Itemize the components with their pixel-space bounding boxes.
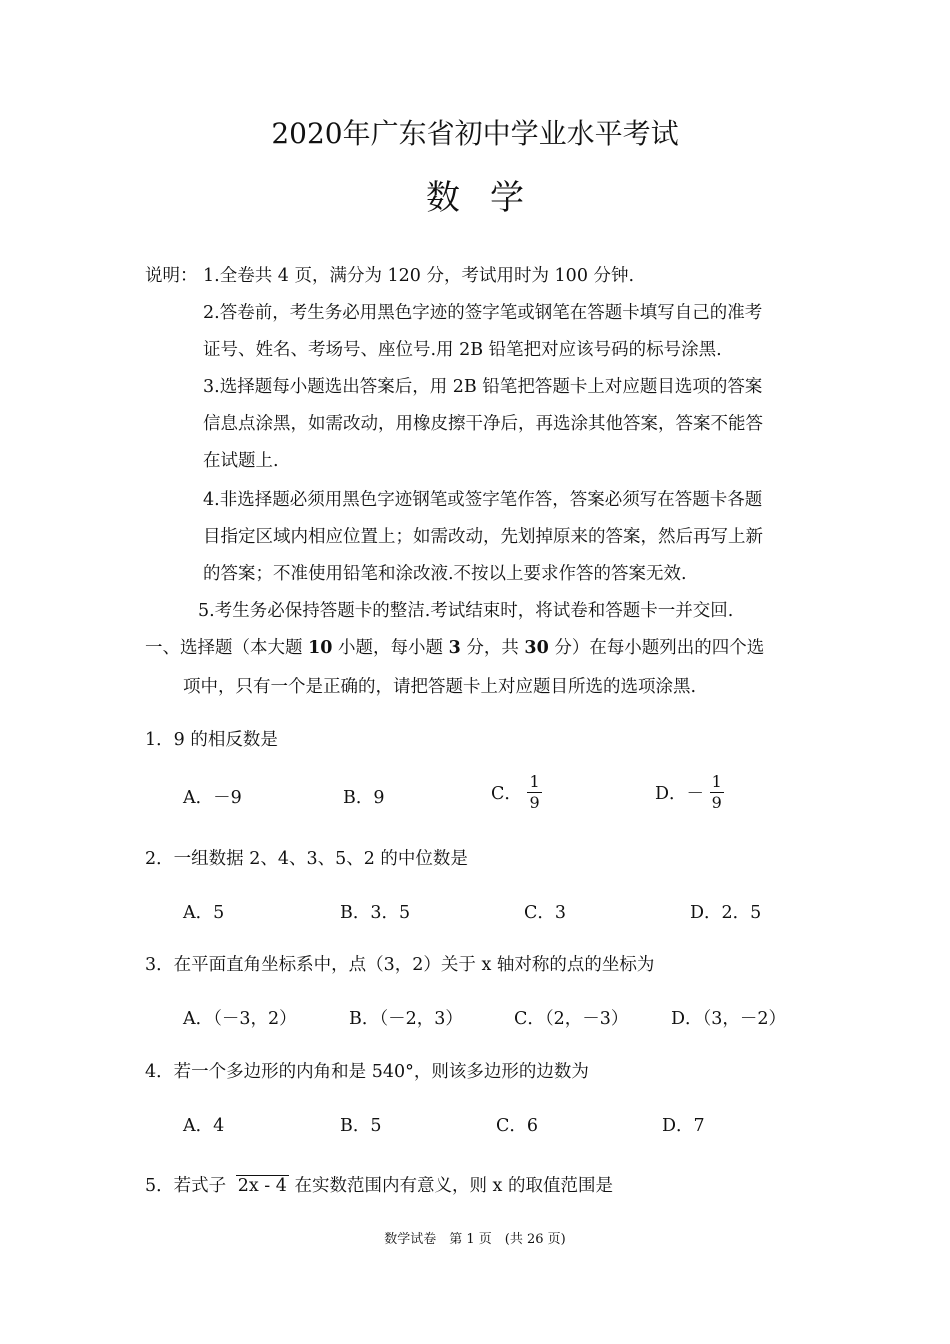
- question-5-stem: [145, 1172, 613, 1197]
- q4-option-d: D．7: [662, 1116, 705, 1136]
- q4-option-b: B．5: [340, 1116, 382, 1136]
- q1-option-c-label: C．: [491, 784, 522, 804]
- instruction-4b: 目指定区域内相应位置上；如需改动，先划掉原来的答案，然后再写上新: [203, 527, 763, 547]
- fraction-denominator: 9: [711, 793, 722, 812]
- section-1-line2: 项中，只有一个是正确的，请把答题卡上对应题目所选的选项涂黑.: [183, 677, 697, 697]
- instruction-2b: 证号、姓名、考场号、座位号.用 2B 铅笔把对应该号码的标号涂黑.: [203, 340, 722, 360]
- section-suffix: 分）在每小题列出的四个选: [548, 638, 765, 658]
- q5-stem-prefix: 5．若式子: [145, 1176, 227, 1196]
- q3-option-b: B．（－2，3）: [349, 1009, 463, 1029]
- q2-option-d: D．2．5: [690, 903, 762, 923]
- section-mid2: 分，共: [460, 638, 525, 658]
- section-per: 3: [448, 638, 461, 658]
- section-prefix: 一、选择题（本大题: [145, 638, 309, 658]
- instruction-3c: 在试题上.: [203, 451, 279, 471]
- q3-option-d: D．（3，－2）: [671, 1009, 787, 1029]
- q1-option-d-label: D．－: [655, 784, 705, 804]
- q1-option-d-fraction: [710, 774, 724, 811]
- instruction-5: 5.考生务必保持答题卡的整洁.考试结束时，将试卷和答题卡一并交回.: [198, 601, 734, 621]
- fraction-denominator: 9: [529, 793, 540, 812]
- q1-option-c: [491, 774, 542, 811]
- question-3-stem: 3．在平面直角坐标系中，点（3，2）关于 x 轴对称的点的坐标为: [145, 955, 655, 975]
- section-mid1: 小题，每小题: [332, 638, 449, 658]
- q1-option-d: [655, 774, 724, 811]
- q5-expression: 2x - 4: [237, 1176, 287, 1196]
- instruction-1: 1.全卷共 4 页，满分为 120 分，考试用时为 100 分钟.: [203, 266, 635, 286]
- instruction-2a: 2.答卷前，考生务必用黑色字迹的签字笔或钢笔在答题卡填写自己的准考: [203, 303, 763, 323]
- q1-option-a: A．－9: [183, 788, 242, 808]
- q4-option-c: C．6: [496, 1116, 539, 1136]
- instruction-4c: 的答案；不准使用铅笔和涂改液.不按以上要求作答的答案无效.: [203, 564, 687, 584]
- q4-option-a: A．4: [183, 1116, 225, 1136]
- fraction-numerator: 1: [711, 772, 722, 791]
- section-1-header: [145, 634, 764, 659]
- section-count: 10: [308, 638, 333, 658]
- question-4-stem: 4．若一个多边形的内角和是 540°，则该多边形的边数为: [145, 1062, 589, 1082]
- question-1-stem: 1．9 的相反数是: [145, 730, 278, 750]
- q2-option-c: C．3: [524, 903, 567, 923]
- q1-option-c-fraction: [527, 774, 541, 811]
- q5-stem-suffix: 在实数范围内有意义，则 x 的取值范围是: [294, 1176, 613, 1196]
- q2-option-a: A．5: [183, 903, 225, 923]
- q3-option-c: C．（2，－3）: [514, 1009, 629, 1029]
- question-2-stem: 2．一组数据 2、4、3、5、2 的中位数是: [145, 849, 468, 869]
- instruction-3b: 信息点涂黑，如需改动，用橡皮擦干净后，再选涂其他答案，答案不能答: [203, 414, 763, 434]
- q3-option-a: A．（－3，2）: [183, 1009, 297, 1029]
- exam-title: 2020年广东省初中学业水平考试: [271, 117, 679, 150]
- instruction-4a: 4.非选择题必须用黑色字迹钢笔或签字笔作答，答案必须写在答题卡各题: [203, 490, 763, 510]
- fraction-numerator: 1: [529, 772, 540, 791]
- q2-option-b: B．3．5: [340, 903, 411, 923]
- q1-option-b: B．9: [343, 788, 385, 808]
- instruction-3a: 3.选择题每小题选出答案后，用 2B 铅笔把答题卡上对应题目选项的答案: [203, 377, 763, 397]
- subject-title: 数学: [426, 178, 554, 218]
- q5-sqrt-expression: [236, 1175, 289, 1196]
- section-total: 30: [524, 638, 549, 658]
- page-footer: 数学试卷 第 1 页 (共 26 页): [384, 1232, 566, 1247]
- instructions-label: 说明：: [145, 266, 198, 286]
